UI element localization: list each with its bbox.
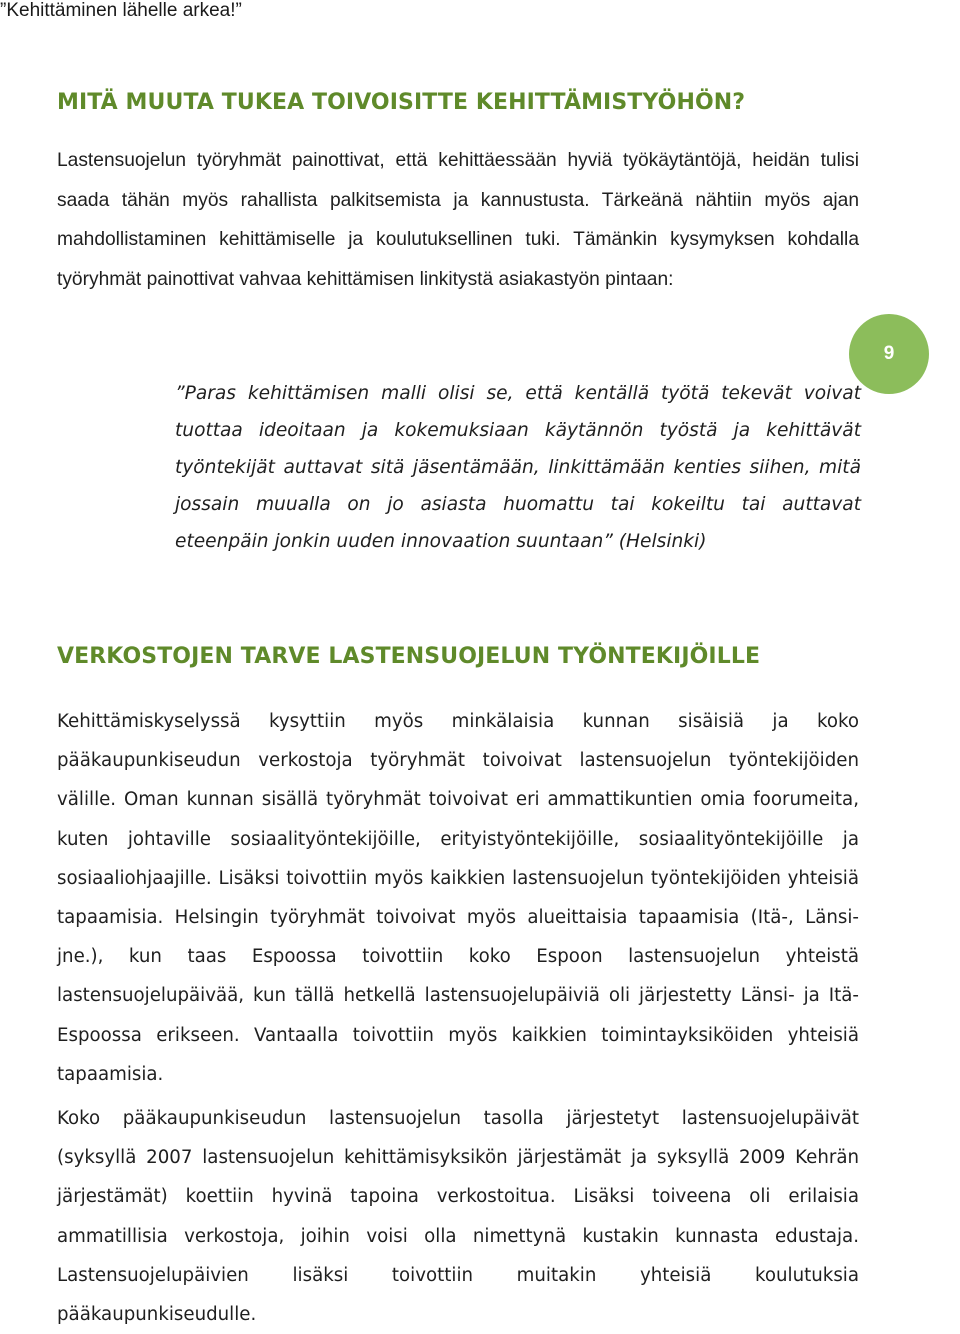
page-number: 9 <box>883 343 895 364</box>
page-number-badge <box>849 314 929 394</box>
section-heading-networks: VERKOSTOJEN TARVE LASTENSUOJELUN TYÖNTEKIJÖILLE <box>57 644 761 669</box>
paragraph-networks-2: Koko pääkaupunkiseudun lastensuojelun tasolla järjestetyt lastensuojelupäivät (syksyllä 2007 lastensuojelun kehittämisyksikön järjestämät ja syksyllä 2009 Kehrän järjestämät) koettiin hyvinä tapoina verkostoitua. Lisäksi toiveena oli erilaisia ammatillisia verkostoja, joihin voisi olla nimettynä kustakin kunnasta edustaja. Lastensuojelupäivien lisäksi toivottiin muitakin yhteisiä koulutuksia pääkaupunkiseudulle. <box>57 1108 859 1326</box>
running-header: ”Kehittäminen lähelle arkea!” <box>0 0 242 21</box>
paragraph-networks-1: Kehittämiskyselyssä kysyttiin myös minkälaisia kunnan sisäisiä ja koko pääkaupunkiseudun verkostoja työryhmät toivoivat lastensuojelun työntekijöiden välille. Oman kunnan sisällä työryhmät toivoivat eri ammattikuntien omia foorumeita, kuten johtaville sosiaalityöntekijöille, erityistyöntekijöille, sosiaalityöntekijöille ja sosiaaliohjaajille. Lisäksi toivottiin myös kaikkien lastensuojelun työntekijöiden yhteisiä tapaamisia. Helsingin työryhmät toivoivat myös alueittaisia tapaamisia (Itä-, Länsi-jne.), kun taas Espoossa toivottiin koko Espoon lastensuojelun yhteistä lastensuojelupäivää, kun tällä hetkellä lastensuojelupäiviä oli järjestetty Länsi- ja Itä-Espoossa erikseen. Vantaalla toivottiin myös kaikkien toimintayksiköiden yhteisiä tapaamisia. <box>57 711 859 1085</box>
paragraph-support: Lastensuojelun työryhmät painottivat, että kehittäessään hyviä työkäytäntöjä, heidän tulisi saada tähän myös rahallista palkitsemista ja kannustusta. Tärkeänä nähtiin myös ajan mahdollistaminen kehittämiselle ja koulutuksellinen tuki. Tämänkin kysymyksen kohdalla työryhmät painottivat vahvaa kehittämisen linkitystä asiakastyön pintaan: <box>57 150 859 291</box>
quote-helsinki: ”Paras kehittämisen malli olisi se, että kentällä työtä tekevät voivat tuottaa ideoitaan ja kokemuksiaan käytännön työstä ja kehittävät työntekijät auttavat sitä jäsentämään, linkittämään kenties siihen, mitä jossain muualla on jo asiasta huomattu tai kokeiltu tai auttavat eteenpäin jonkin uuden innovaation suuntaan” (Helsinki) <box>175 383 861 552</box>
section-heading-support: MITÄ MUUTA TUKEA TOIVOISITTE KEHITTÄMISTYÖHÖN? <box>57 90 746 115</box>
